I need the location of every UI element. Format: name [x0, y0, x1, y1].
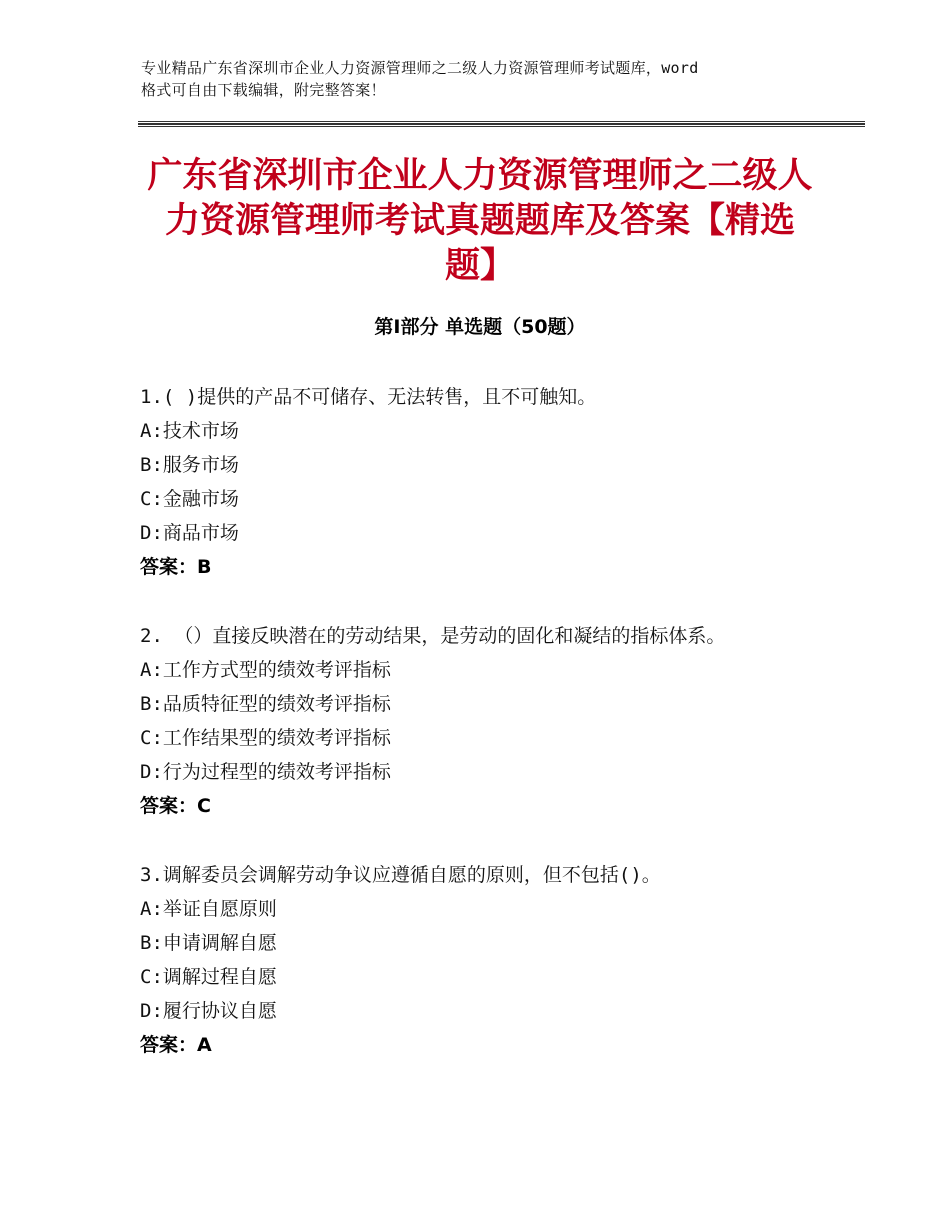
option-text: 技术市场 [162, 420, 239, 442]
option-letter: B [140, 932, 152, 954]
option-letter: A [140, 420, 152, 442]
section-heading: 第Ⅰ部分 单选题（50题） [374, 316, 586, 338]
header-divider-line-middle [138, 123, 865, 125]
answer-label: 答案：C [140, 795, 211, 817]
option-b [140, 448, 840, 482]
document-title-line-1: 广东省深圳市企业人力资源管理师之二级人 [147, 156, 813, 196]
answer-label: 答案：A [140, 1034, 212, 1056]
option-c [140, 482, 840, 516]
option-text: 申请调解自愿 [162, 932, 277, 954]
option-separator: : [151, 966, 163, 988]
document-title-line-3: 题】 [444, 246, 515, 286]
option-d [140, 755, 840, 789]
option-separator: : [151, 659, 163, 681]
option-text: 工作方式型的绩效考评指标 [162, 659, 391, 681]
question-3 [140, 858, 840, 1062]
header-note [141, 57, 831, 101]
option-separator: : [151, 693, 163, 715]
question-stem: 3.调解委员会调解劳动争议应遵循自愿的原则，但不包括()。 [140, 864, 661, 886]
option-text: 工作结果型的绩效考评指标 [162, 727, 391, 749]
option-d [140, 994, 840, 1028]
option-letter: A [140, 659, 152, 681]
option-text: 服务市场 [162, 454, 239, 476]
option-text: 履行协议自愿 [162, 1000, 277, 1022]
header-divider-line-bottom [138, 126, 865, 127]
option-separator: : [151, 420, 163, 442]
option-letter: D [140, 522, 152, 544]
option-letter: B [140, 693, 152, 715]
option-text: 调解过程自愿 [162, 966, 277, 988]
answer-label: 答案：B [140, 556, 212, 578]
option-letter: C [140, 727, 152, 749]
option-separator: : [151, 488, 163, 510]
option-letter: B [140, 454, 152, 476]
header-note-line-1: 专业精品广东省深圳市企业人力资源管理师之二级人力资源管理师考试题库，word [141, 59, 699, 77]
header-divider [138, 121, 865, 127]
option-a [140, 414, 840, 448]
question-stem: 2. （）直接反映潜在的劳动结果，是劳动的固化和凝结的指标体系。 [140, 625, 726, 647]
option-letter: C [140, 488, 152, 510]
option-text: 行为过程型的绩效考评指标 [162, 761, 391, 783]
option-letter: C [140, 966, 152, 988]
option-separator: : [151, 761, 163, 783]
option-b [140, 687, 840, 721]
option-c [140, 721, 840, 755]
option-separator: : [151, 932, 163, 954]
option-a [140, 653, 840, 687]
option-separator: : [151, 727, 163, 749]
option-text: 品质特征型的绩效考评指标 [162, 693, 391, 715]
option-b [140, 926, 840, 960]
option-separator: : [151, 522, 163, 544]
option-letter: D [140, 1000, 152, 1022]
question-1 [140, 380, 840, 584]
option-separator: : [151, 898, 163, 920]
option-letter: A [140, 898, 152, 920]
option-a [140, 892, 840, 926]
document-title-line-2: 力资源管理师考试真题题库及答案【精选 [164, 201, 795, 241]
option-separator: : [151, 1000, 163, 1022]
option-text: 举证自愿原则 [162, 898, 277, 920]
header-divider-line-top [138, 121, 865, 122]
option-letter: D [140, 761, 152, 783]
option-separator: : [151, 454, 163, 476]
option-text: 商品市场 [162, 522, 239, 544]
question-2 [140, 619, 840, 823]
option-d [140, 516, 840, 550]
option-c [140, 960, 840, 994]
document-title [140, 154, 820, 289]
question-stem: 1.( )提供的产品不可储存、无法转售，且不可触知。 [140, 386, 597, 408]
option-text: 金融市场 [162, 488, 239, 510]
header-note-line-2: 格式可自由下载编辑，附完整答案！ [141, 81, 386, 99]
